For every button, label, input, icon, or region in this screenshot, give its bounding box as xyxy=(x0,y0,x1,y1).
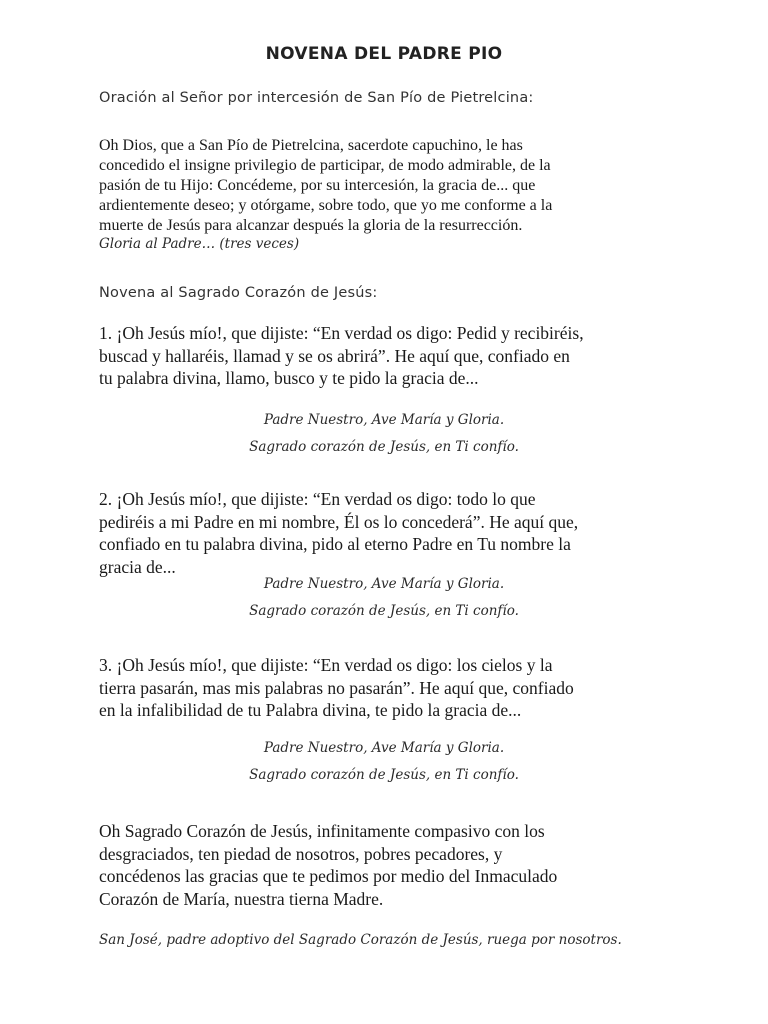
prayer-line: tu palabra divina, llamo, busco y te pido la gracia de... xyxy=(99,368,479,388)
intro-prayer xyxy=(99,136,552,236)
prayer-line: gracia de... xyxy=(99,556,176,577)
response-padre-nuestro: Padre Nuestro, Ave María y Gloria. xyxy=(263,412,505,428)
prayer-line: confiado en tu palabra divina, pido al eterno Padre en Tu nombre la xyxy=(99,534,571,554)
gloria-note: Gloria al Padre… (tres veces) xyxy=(99,236,300,252)
intro-line: Oh Dios, que a San Pío de Pietrelcina, sacerdote capuchino, le has xyxy=(99,137,523,154)
closing-line: concédenos las gracias que te pedimos por medio del Inmaculado xyxy=(99,866,558,886)
response-padre-nuestro: Padre Nuestro, Ave María y Gloria. xyxy=(263,740,505,756)
closing-line: desgraciados, ten piedad de nosotros, pobres pecadores, y xyxy=(99,843,503,864)
intro-heading: Oración al Señor por intercesión de San Pío de Pietrelcina: xyxy=(99,90,534,106)
prayer-2 xyxy=(99,488,578,578)
page-title: NOVENA DEL PADRE PIO xyxy=(265,44,503,64)
san-jose-invocation: San José, padre adoptivo del Sagrado Corazón de Jesús, ruega por nosotros. xyxy=(99,932,622,948)
intro-line: concedido el insigne privilegio de participar, de modo admirable, de la xyxy=(99,157,551,174)
intro-line: muerte de Jesús para alcanzar después la gloria de la resurrección. xyxy=(99,217,523,234)
response-padre-nuestro: Padre Nuestro, Ave María y Gloria. xyxy=(263,576,505,592)
response-sagrado-corazon: Sagrado corazón de Jesús, en Ti confío. xyxy=(249,439,519,455)
response-sagrado-corazon: Sagrado corazón de Jesús, en Ti confío. xyxy=(249,767,519,783)
closing-line: Corazón de María, nuestra tierna Madre. xyxy=(99,888,384,909)
prayer-3 xyxy=(99,654,574,722)
prayer-line: tierra pasarán, mas mis palabras no pasarán”. He aquí que, confiado xyxy=(99,677,574,698)
response-sagrado-corazon: Sagrado corazón de Jesús, en Ti confío. xyxy=(249,603,519,619)
prayer-line: 3. ¡Oh Jesús mío!, que dijiste: “En verdad os digo: los cielos y la xyxy=(99,655,553,675)
prayer-line: 2. ¡Oh Jesús mío!, que dijiste: “En verdad os digo: todo lo que xyxy=(99,489,536,509)
prayer-line: buscad y hallaréis, llamad y se os abrirá”. He aquí que, confiado en xyxy=(99,345,570,366)
closing-line: Oh Sagrado Corazón de Jesús, infinitamente compasivo con los xyxy=(99,821,545,841)
closing-prayer xyxy=(99,820,557,910)
intro-line: ardientemente deseo; y otórgame, sobre todo, que yo me conforme a la xyxy=(99,197,553,214)
prayer-1 xyxy=(99,322,584,390)
prayer-line: 1. ¡Oh Jesús mío!, que dijiste: “En verdad os digo: Pedid y recibiréis, xyxy=(99,323,584,343)
prayer-line: en la infalibilidad de tu Palabra divina, te pido la gracia de... xyxy=(99,700,522,720)
prayer-line: pediréis a mi Padre en mi nombre, Él os lo concederá”. He aquí que, xyxy=(99,511,579,532)
novena-heading: Novena al Sagrado Corazón de Jesús: xyxy=(99,285,378,301)
intro-line: pasión de tu Hijo: Concédeme, por su intercesión, la gracia de... que xyxy=(99,177,536,194)
